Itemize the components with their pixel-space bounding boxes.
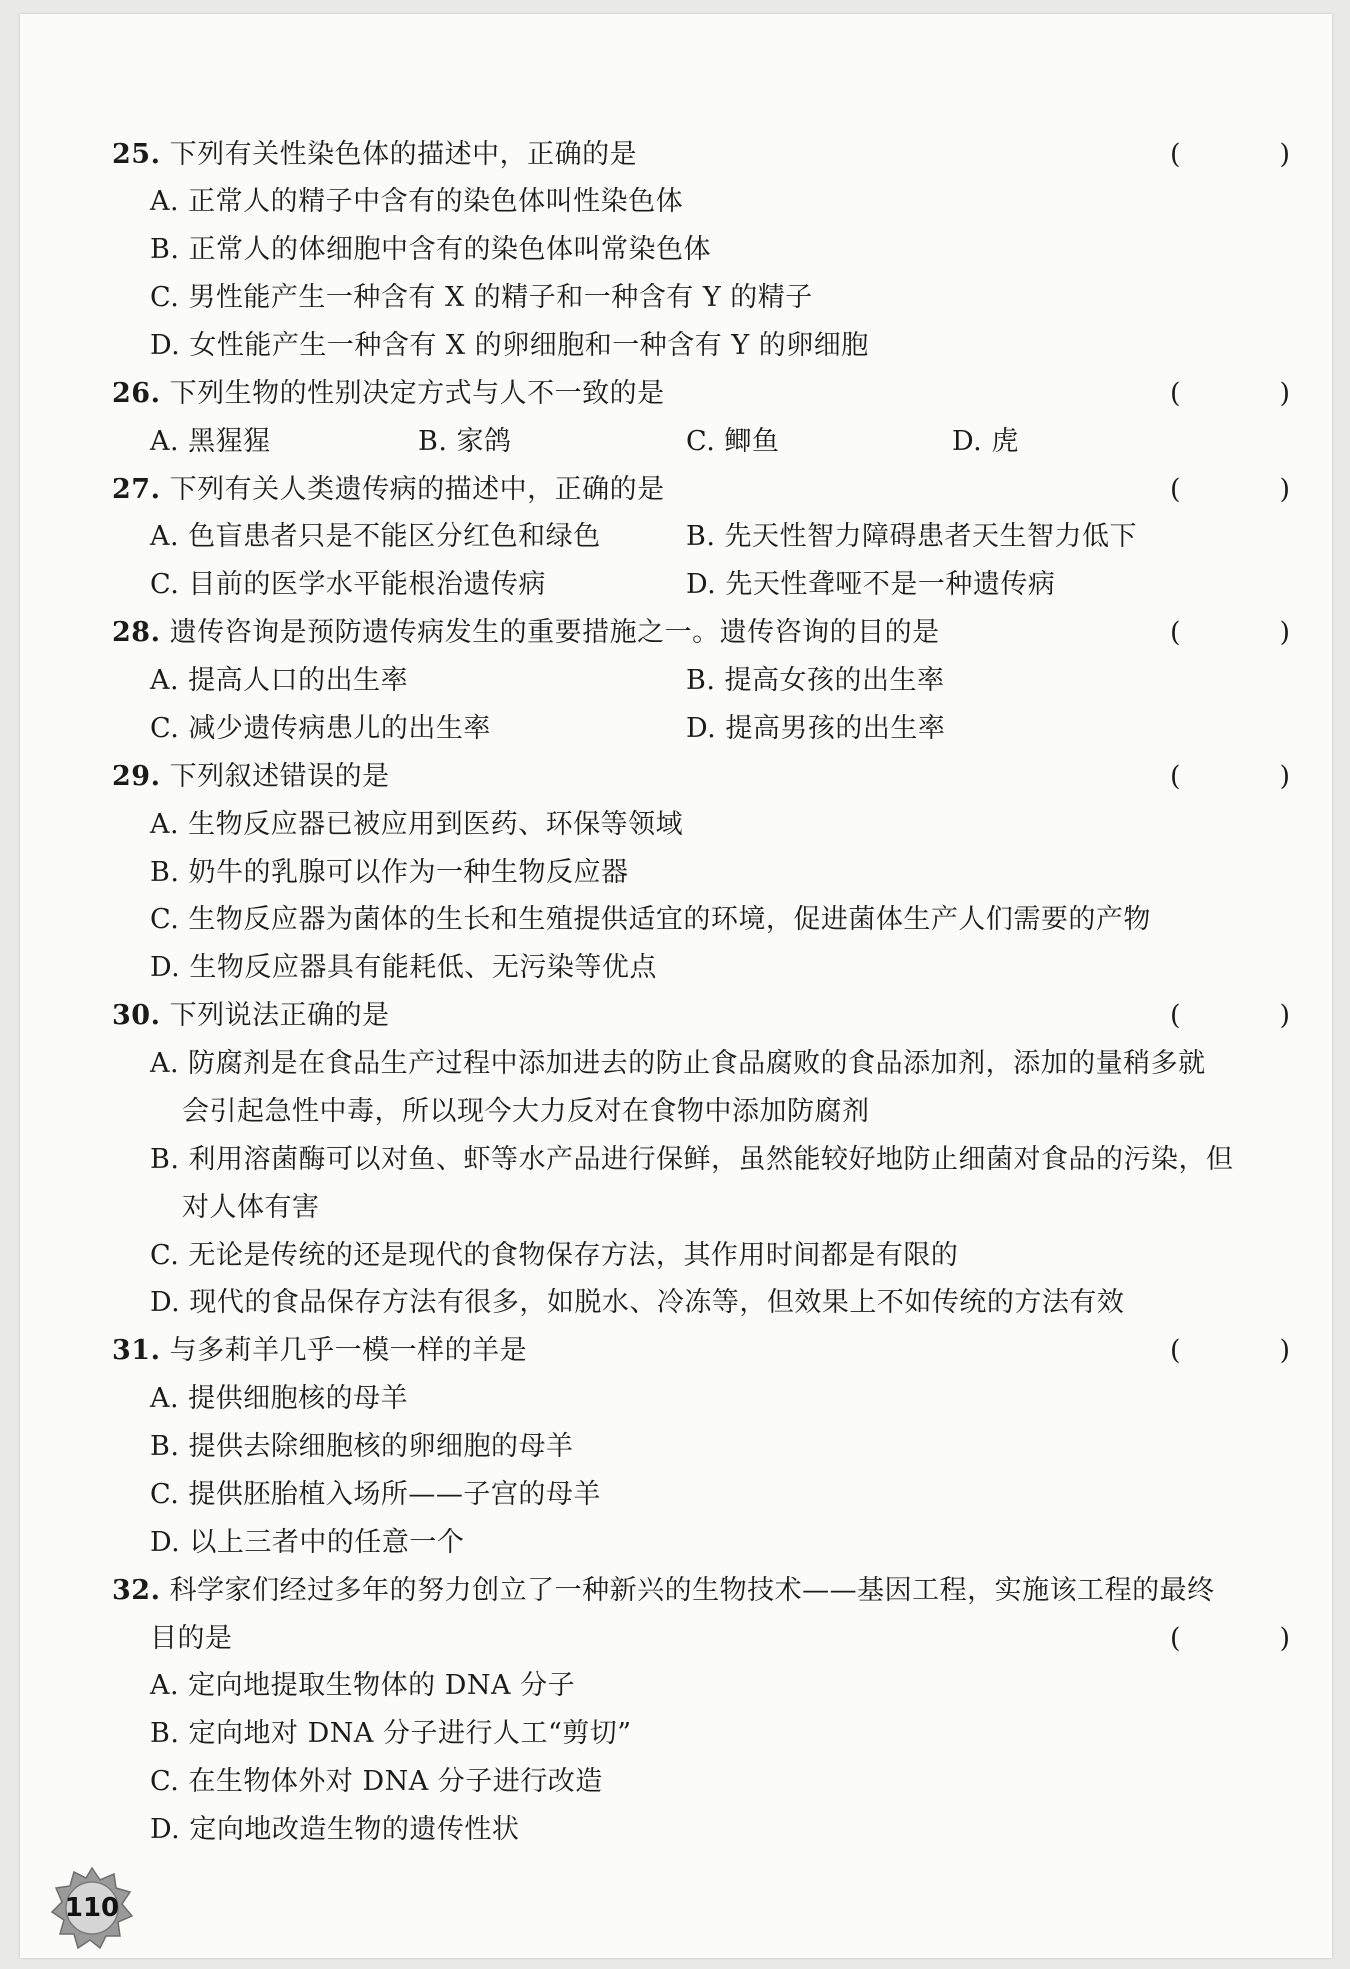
option: D. 虎	[952, 426, 1019, 457]
option: C. 无论是传统的还是现代的食物保存方法，其作用时间都是有限的	[150, 1240, 959, 1271]
answer-bracket: ( )	[1170, 139, 1327, 170]
option: C. 提供胚胎植入场所——子宫的母羊	[150, 1479, 601, 1510]
option: D. 提高男孩的出生率	[686, 713, 946, 744]
option: C. 减少遗传病患儿的出生率	[150, 713, 491, 744]
question-text: 下列叙述错误的是	[169, 761, 390, 792]
option: D. 定向地改造生物的遗传性状	[150, 1814, 520, 1845]
option: B. 提供去除细胞核的卵细胞的母羊	[150, 1431, 574, 1462]
option: A. 提供细胞核的母羊	[150, 1383, 409, 1414]
question-number: 25.	[112, 139, 161, 170]
question-text: 下列说法正确的是	[169, 1000, 390, 1031]
option: A. 正常人的精子中含有的染色体叫性染色体	[150, 186, 684, 217]
page-number-badge	[50, 1866, 134, 1950]
option: A. 防腐剂是在食品生产过程中添加进去的防止食品腐败的食品添加剂，添加的量稍多就	[150, 1048, 1206, 1079]
answer-bracket: ( )	[1170, 1000, 1327, 1031]
option: B. 利用溶菌酶可以对鱼、虾等水产品进行保鲜，虽然能较好地防止细菌对食品的污染，但	[150, 1144, 1234, 1175]
option: D. 先天性聋哑不是一种遗传病	[686, 569, 1056, 600]
question-text: 下列有关性染色体的描述中，正确的是	[169, 139, 638, 170]
question-number: 27.	[112, 474, 161, 505]
option: A. 定向地提取生物体的 DNA 分子	[150, 1670, 576, 1701]
option: B. 正常人的体细胞中含有的染色体叫常染色体	[150, 234, 712, 265]
answer-bracket: ( )	[1170, 378, 1327, 409]
option: C. 目前的医学水平能根治遗传病	[150, 569, 546, 600]
option-continuation: 对人体有害	[182, 1192, 320, 1223]
option: A. 提高人口的出生率	[150, 665, 409, 696]
option: C. 男性能产生一种含有 X 的精子和一种含有 Y 的精子	[150, 282, 813, 313]
question-number: 31.	[112, 1335, 161, 1366]
option: A. 色盲患者只是不能区分红色和绿色	[150, 521, 601, 552]
question-32-stem	[112, 1573, 1215, 1609]
question-28-stem	[112, 615, 940, 651]
question-30-stem	[112, 998, 390, 1034]
answer-bracket: ( )	[1170, 761, 1327, 792]
option: D. 现代的食品保存方法有很多，如脱水、冷冻等，但效果上不如传统的方法有效	[150, 1287, 1125, 1318]
answer-bracket: ( )	[1170, 1623, 1327, 1654]
question-26-stem	[112, 376, 665, 412]
answer-bracket: ( )	[1170, 617, 1327, 648]
question-text: 与多莉羊几乎一模一样的羊是	[169, 1335, 528, 1366]
question-number: 32.	[112, 1575, 161, 1606]
question-text: 下列生物的性别决定方式与人不一致的是	[169, 378, 665, 409]
answer-bracket: ( )	[1170, 474, 1327, 505]
option: C. 鲫鱼	[686, 426, 780, 457]
option: B. 提高女孩的出生率	[686, 665, 945, 696]
option-continuation: 会引起急性中毒，所以现今大力反对在食物中添加防腐剂	[182, 1096, 870, 1127]
question-25-stem	[112, 137, 637, 173]
option: C. 生物反应器为菌体的生长和生殖提供适宜的环境，促进菌体生产人们需要的产物	[150, 904, 1151, 935]
question-text: 科学家们经过多年的努力创立了一种新兴的生物技术——基因工程，实施该工程的最终	[169, 1575, 1215, 1606]
question-29-stem	[112, 759, 390, 795]
question-number: 30.	[112, 1000, 161, 1031]
option: D. 生物反应器具有能耗低、无污染等优点	[150, 952, 657, 983]
worksheet-page	[20, 14, 1332, 1958]
question-27-stem	[112, 472, 665, 508]
page-number: 110	[64, 1893, 120, 1923]
option: D. 女性能产生一种含有 X 的卵细胞和一种含有 Y 的卵细胞	[150, 330, 869, 361]
question-text: 下列有关人类遗传病的描述中，正确的是	[169, 474, 665, 505]
answer-bracket: ( )	[1170, 1335, 1327, 1366]
option: B. 先天性智力障碍患者天生智力低下	[686, 521, 1138, 552]
question-number: 28.	[112, 617, 161, 648]
question-text: 遗传咨询是预防遗传病发生的重要措施之一。遗传咨询的目的是	[169, 617, 940, 648]
option: A. 黑猩猩	[150, 426, 271, 457]
option: B. 家鸽	[418, 426, 512, 457]
question-text-continuation: 目的是	[150, 1623, 233, 1654]
option: D. 以上三者中的任意一个	[150, 1527, 465, 1558]
question-number: 26.	[112, 378, 161, 409]
question-31-stem	[112, 1333, 527, 1369]
option: A. 生物反应器已被应用到医药、环保等领域	[150, 809, 684, 840]
option: B. 定向地对 DNA 分子进行人工“剪切”	[150, 1718, 632, 1749]
option: C. 在生物体外对 DNA 分子进行改造	[150, 1766, 603, 1797]
question-number: 29.	[112, 761, 161, 792]
option: B. 奶牛的乳腺可以作为一种生物反应器	[150, 857, 629, 888]
